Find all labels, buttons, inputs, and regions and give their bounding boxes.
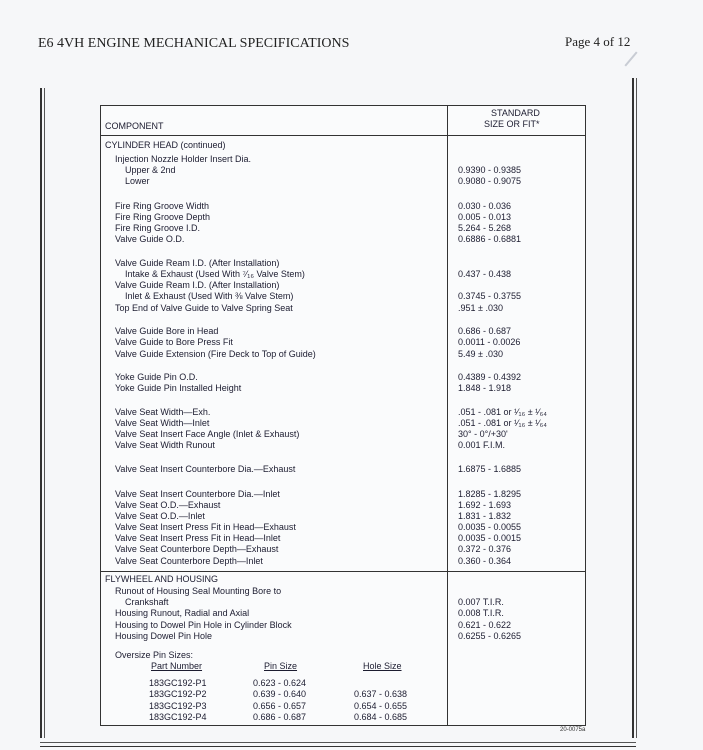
section-title-cylinder-head: CYLINDER HEAD (continued) [105, 140, 226, 150]
header-divider [101, 135, 585, 136]
row-label: Valve Seat Insert Counterbore Dia.—Inlet [115, 489, 280, 499]
oversize-pin: 0.623 - 0.624 [253, 678, 307, 688]
row-label: Valve Seat Insert Counterbore Dia.—Exhaust [115, 464, 296, 474]
row-value: 0.008 T.I.R. [458, 608, 504, 618]
row-value: 0.6255 - 0.6265 [458, 631, 522, 641]
figure-reference: 20-0075a [560, 727, 586, 733]
row-label: Runout of Housing Seal Mounting Bore to [115, 586, 282, 596]
row-label: Valve Seat O.D.—Exhaust [115, 500, 221, 510]
oversize-part: 183GC192-P2 [149, 689, 207, 699]
row-value: 0.9390 - 0.9385 [458, 165, 522, 175]
column-header-size-fit: SIZE OR FIT* [484, 119, 540, 129]
row-value: 0.360 - 0.364 [458, 556, 512, 566]
section-divider [101, 571, 585, 572]
row-value: 0.372 - 0.376 [458, 544, 512, 554]
row-label: Valve Seat Width Runout [115, 440, 215, 450]
row-value: 0.621 - 0.622 [458, 620, 512, 630]
oversize-header-hole: Hole Size [363, 661, 402, 671]
row-label: Yoke Guide Pin Installed Height [115, 383, 242, 393]
row-label: Valve Guide Bore in Head [115, 326, 219, 336]
oversize-pin: 0.686 - 0.687 [253, 712, 307, 722]
frame-bottom-inner [40, 742, 636, 743]
spec-table [100, 105, 586, 726]
row-label: Valve Guide O.D. [115, 234, 185, 244]
row-label: Housing Runout, Radial and Axial [115, 608, 250, 618]
row-value: 0.437 - 0.438 [458, 269, 512, 279]
oversize-part: 183GC192-P3 [149, 701, 207, 711]
row-value: 0.9080 - 0.9075 [458, 176, 522, 186]
row-value: 1.6875 - 1.6885 [458, 464, 522, 474]
row-value: 0.007 T.I.R. [458, 597, 504, 607]
row-label: Yoke Guide Pin O.D. [115, 372, 198, 382]
row-value: 0.0011 - 0.0026 [458, 337, 521, 347]
oversize-part: 183GC192-P1 [149, 678, 207, 688]
row-value: 0.3745 - 0.3755 [458, 291, 522, 301]
row-label: Valve Seat Counterbore Depth—Exhaust [115, 544, 279, 554]
row-value: 0.001 F.I.M. [458, 440, 506, 450]
row-label: Valve Seat O.D.—Inlet [115, 511, 205, 521]
row-label: Valve Guide to Bore Press Fit [115, 337, 233, 347]
row-value: 1.692 - 1.693 [458, 500, 512, 510]
column-header-component: COMPONENT [105, 121, 164, 131]
oversize-part: 183GC192-P4 [149, 712, 207, 722]
oversize-header-pin: Pin Size [264, 661, 298, 671]
row-value: 0.005 - 0.013 [458, 212, 512, 222]
row-label: Fire Ring Groove I.D. [115, 223, 201, 233]
frame-bottom [40, 746, 636, 747]
column-divider [447, 106, 448, 725]
row-label: Valve Seat Insert Face Angle (Inlet & Exhaust) [115, 429, 300, 439]
row-label: Fire Ring Groove Width [115, 201, 210, 211]
row-label: Housing to Dowel Pin Hole in Cylinder Block [115, 620, 292, 630]
row-label: Valve Seat Insert Press Fit in Head—Exhaust [115, 522, 296, 532]
row-label: Housing Dowel Pin Hole [115, 631, 213, 641]
row-value: 5.49 ± .030 [458, 349, 503, 359]
row-label: Valve Guide Ream I.D. (After Installation) [115, 280, 280, 290]
row-value: 0.0035 - 0.0055 [458, 522, 522, 532]
row-value: 0.030 - 0.036 [458, 201, 512, 211]
row-value: 1.848 - 1.918 [458, 383, 512, 393]
frame-left [40, 88, 42, 738]
row-value: 0.0035 - 0.0015 [458, 533, 522, 543]
page-header-title: E6 4VH ENGINE MECHANICAL SPECIFICATIONS [38, 36, 350, 51]
frame-right-inner [636, 78, 637, 738]
row-value: 0.4389 - 0.4392 [458, 372, 522, 382]
row-value: .051 - .081 or ¹⁄₁₆ ± ¹⁄₆₄ [458, 407, 547, 417]
row-label: Intake & Exhaust (Used With ⁷⁄₁₆ Valve Stem) [125, 269, 305, 279]
oversize-hole: 0.654 - 0.655 [354, 701, 408, 711]
oversize-title: Oversize Pin Sizes: [115, 650, 194, 660]
section-title-flywheel: FLYWHEEL AND HOUSING [105, 574, 219, 584]
row-value: 1.8285 - 1.8295 [458, 489, 522, 499]
row-label: Top End of Valve Guide to Valve Spring Seat [115, 303, 293, 313]
column-header-standard: STANDARD [491, 108, 540, 118]
row-label: Valve Guide Ream I.D. (After Installation) [115, 258, 280, 268]
oversize-hole: 0.637 - 0.638 [354, 689, 408, 699]
page-number: Page 4 of 12 [565, 34, 631, 49]
row-label: Valve Seat Width—Inlet [115, 418, 210, 428]
frame-right [632, 78, 634, 738]
oversize-pin: 0.639 - 0.640 [253, 689, 307, 699]
row-label: Valve Guide Extension (Fire Deck to Top of Guide) [115, 349, 316, 359]
row-label: Valve Seat Counterbore Depth—Inlet [115, 556, 263, 566]
row-value: .051 - .081 or ¹⁄₁₆ ± ¹⁄₆₄ [458, 418, 547, 428]
oversize-hole: 0.684 - 0.685 [354, 712, 408, 722]
row-value: 0.6886 - 0.6881 [458, 234, 522, 244]
row-value: 1.831 - 1.832 [458, 511, 512, 521]
row-value: 30° - 0°/+30' [458, 429, 508, 439]
row-value: 5.264 - 5.268 [458, 223, 512, 233]
row-value: 0.686 - 0.687 [458, 326, 512, 336]
row-label: Valve Seat Insert Press Fit in Head—Inlet [115, 533, 281, 543]
page-mark [624, 51, 637, 66]
row-label: Injection Nozzle Holder Insert Dia. [115, 154, 252, 164]
row-label: Crankshaft [125, 597, 169, 607]
row-label: Inlet & Exhaust (Used With ⅜ Valve Stem) [125, 291, 294, 301]
row-label: Lower [125, 176, 150, 186]
row-label: Valve Seat Width—Exh. [115, 407, 211, 417]
row-value: .951 ± .030 [458, 303, 503, 313]
oversize-header-part: Part Number [151, 661, 203, 671]
oversize-pin: 0.656 - 0.657 [253, 701, 307, 711]
row-label: Fire Ring Groove Depth [115, 212, 211, 222]
row-label: Upper & 2nd [125, 165, 176, 175]
frame-left-inner [44, 88, 45, 738]
